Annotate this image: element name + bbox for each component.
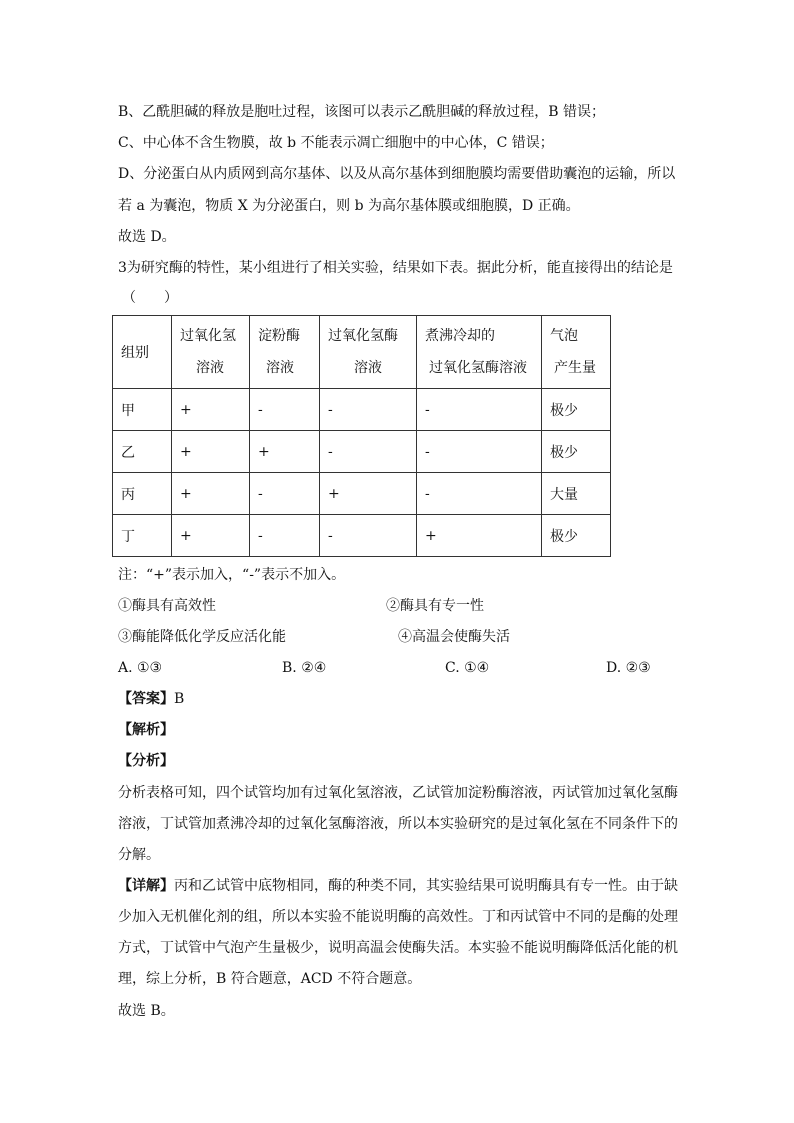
detail-line: 理，综上分析，B 符合题意，ACD 不符合题意。 <box>118 971 422 987</box>
statement-4: ④高温会使酶失活 <box>398 629 510 645</box>
table-note: 注：“+”表示加入，“-”表示不加入。 <box>118 567 346 583</box>
table-cell: 极少 <box>542 389 611 431</box>
header-group: 组别 <box>113 316 172 389</box>
table-row <box>113 473 611 515</box>
table-cell: + <box>172 431 250 473</box>
table-row <box>113 431 611 473</box>
explanation-line-c: C、中心体不含生物膜，故 b 不能表示凋亡细胞中的中心体，C 错误； <box>118 135 554 151</box>
answer-label: 【答案】 <box>118 691 174 707</box>
table-cell: + <box>250 431 320 473</box>
fenxi-line: 分解。 <box>118 847 160 863</box>
statement-1: ①酶具有高效性 <box>118 598 216 614</box>
table-cell: - <box>250 515 320 557</box>
explanation-line-d1: D、分泌蛋白从内质网到高尔基体、以及从高尔基体到细胞膜均需要借助囊泡的运输，所以 <box>118 166 676 182</box>
fenxi-line: 溶液，丁试管加煮沸冷却的过氧化氢酶溶液，所以本实验研究的是过氧化氢在不同条件下的 <box>118 816 678 832</box>
choice-c: C. ①④ <box>445 660 490 676</box>
table-cell: - <box>417 431 542 473</box>
table-header-row <box>113 316 611 389</box>
question-3-stem: 3为研究酶的特性，某小组进行了相关实验，结果如下表。据此分析，能直接得出的结论是 <box>118 260 673 276</box>
detail-line: 方式，丁试管中气泡产生量极少，说明高温会使酶失活。本实验不能说明酶降低活化能的机 <box>118 940 678 956</box>
table-cell: + <box>417 515 542 557</box>
table-row <box>113 389 611 431</box>
header-h2o2: 过氧化氢 溶液 <box>172 316 250 389</box>
table-cell: - <box>250 473 320 515</box>
choose-line-1: 故选 D。 <box>118 229 176 245</box>
table-cell: - <box>417 473 542 515</box>
header-boiled-catalase: 煮沸冷却的 过氧化氢酶溶液 <box>417 316 542 389</box>
table-cell: 极少 <box>542 431 611 473</box>
detail-line <box>118 876 678 896</box>
fenxi-line: 分析表格可知，四个试管均加有过氧化氢溶液，乙试管加淀粉酶溶液，丙试管加过氧化氢酶 <box>118 785 678 801</box>
experiment-table <box>112 315 611 557</box>
table-cell: + <box>320 473 417 515</box>
table-cell: 甲 <box>113 389 172 431</box>
table-cell: - <box>320 389 417 431</box>
statement-3: ③酶能降低化学反应活化能 <box>118 629 286 645</box>
table-cell: - <box>250 389 320 431</box>
table-cell: + <box>172 473 250 515</box>
choose-line-2: 故选 B。 <box>118 1003 175 1019</box>
table-row <box>113 515 611 557</box>
table-cell: - <box>417 389 542 431</box>
table-cell: - <box>320 515 417 557</box>
answer-bracket: （ ） <box>122 290 178 306</box>
detail-line: 少加入无机催化剂的组，所以本实验不能说明酶的高效性。丁和丙试管中不同的是酶的处理 <box>118 909 678 925</box>
answer-value: B <box>174 691 185 707</box>
table-cell: + <box>172 515 250 557</box>
header-amylase: 淀粉酶 溶液 <box>250 316 320 389</box>
choice-d: D. ②③ <box>606 660 651 676</box>
choice-a: A. ①③ <box>118 660 163 676</box>
table-cell: 丙 <box>113 473 172 515</box>
answer-line <box>118 689 184 709</box>
detail-first-text: 丙和乙试管中底物相同，酶的种类不同，其实验结果可说明酶具有专一性。由于缺 <box>174 878 678 894</box>
choice-b: B. ②④ <box>282 660 327 676</box>
detail-label: 【详解】 <box>118 878 174 894</box>
table-cell: + <box>172 389 250 431</box>
explanation-line-d2: 若 a 为囊泡，物质 X 为分泌蛋白，则 b 为高尔基体膜或细胞膜，D 正确。 <box>118 198 580 214</box>
table-cell: 大量 <box>542 473 611 515</box>
table-cell: - <box>320 431 417 473</box>
header-bubbles: 气泡 产生量 <box>542 316 611 389</box>
fenxi-label: 【分析】 <box>118 753 174 769</box>
table-cell: 极少 <box>542 515 611 557</box>
table-cell: 丁 <box>113 515 172 557</box>
statement-2: ②酶具有专一性 <box>386 598 484 614</box>
header-catalase: 过氧化氢酶 溶液 <box>320 316 417 389</box>
table-cell: 乙 <box>113 431 172 473</box>
analysis-label: 【解析】 <box>118 722 174 738</box>
explanation-line-b: B、乙酰胆碱的释放是胞吐过程，该图可以表示乙酰胆碱的释放过程，B 错误； <box>118 104 606 120</box>
